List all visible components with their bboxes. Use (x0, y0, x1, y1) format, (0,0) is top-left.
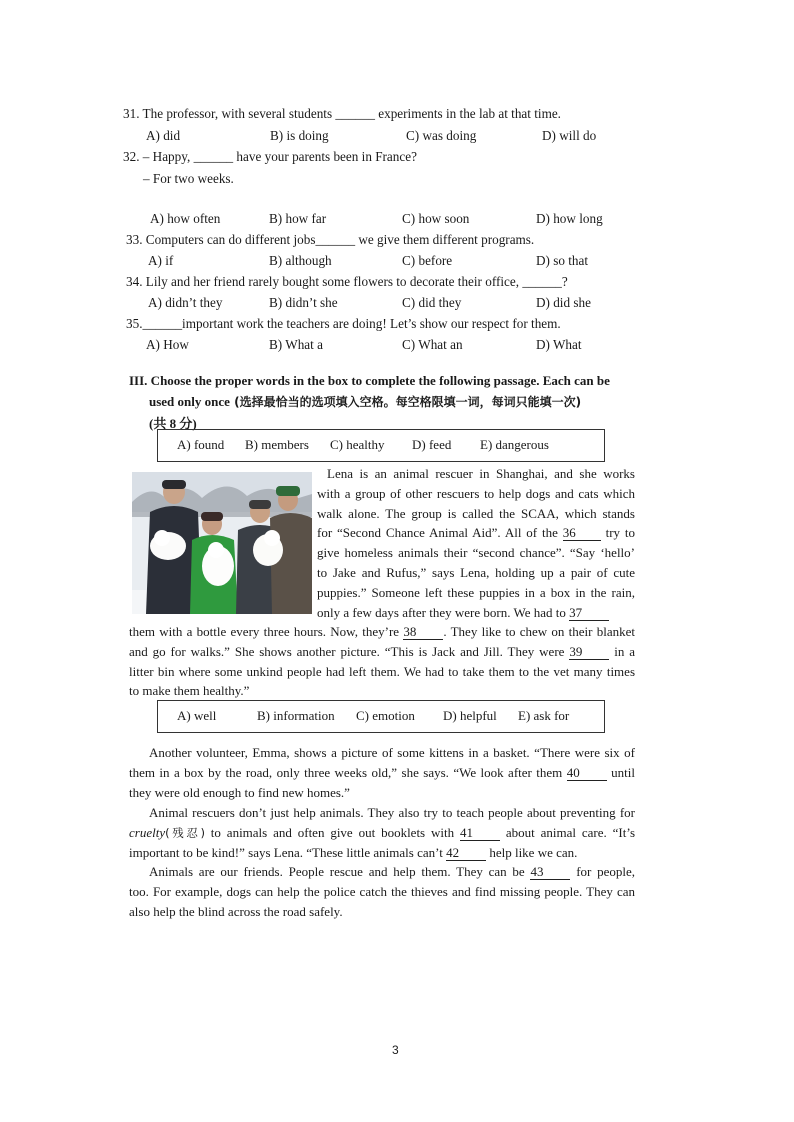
word-box-2-option-c: C) emotion (356, 708, 415, 723)
text-line: Lena is an animal rescuer in Shanghai, and she works (327, 466, 635, 481)
text-line: give homeless animals their “second chance”. “Say ‘hello’ (317, 545, 635, 561)
option-c: C) before (402, 253, 453, 268)
blank-36[interactable]: 36 (563, 526, 601, 541)
blank-37[interactable]: 37 (569, 606, 609, 621)
option-d: D) so that (536, 253, 589, 268)
text-line (129, 823, 635, 843)
option-a: A) how often (150, 211, 221, 226)
text-line (129, 622, 635, 642)
text-line (129, 642, 635, 662)
option-c: C) was doing (406, 128, 477, 143)
option-b: B) how far (269, 211, 327, 226)
text-line (317, 523, 635, 543)
text-line: also help the blind across the road safely. (129, 903, 343, 919)
blank-43[interactable]: 43 (530, 865, 570, 880)
passage-paragraph-4 (129, 862, 635, 921)
page-number: 3 (392, 1043, 399, 1057)
word-box-1-option-c: C) healthy (330, 437, 385, 452)
section-3-score: (共 8 分) (149, 416, 197, 431)
text-segment: for “Second Chance Animal Aid”. All of the (317, 525, 558, 541)
question-32-stem: 32. – Happy, ______ have your parents been in France? (123, 149, 417, 164)
passage-paragraph-2 (129, 743, 635, 802)
text-line: they were old enough to find new homes.” (129, 784, 350, 800)
blank-40[interactable]: 40 (567, 766, 607, 781)
rescuers-photo (132, 472, 312, 614)
blank-38[interactable]: 38 (403, 625, 443, 640)
word-box-1-option-d: D) feed (412, 437, 452, 452)
rescuers-photo-image (132, 472, 312, 614)
text-segment: . They like to chew on their blanket (443, 624, 635, 639)
text-line: Animal rescuers don’t just help animals. They also try to teach people about preventing for (149, 805, 635, 820)
word-box-2-option-b: B) information (257, 708, 335, 723)
text-segment: until (611, 764, 636, 780)
text-line: to make them healthy.” (129, 683, 250, 699)
option-a: A) didn’t they (148, 295, 223, 310)
text-segment: only a few days after they were born. We had to (317, 604, 566, 620)
option-c: C) did they (402, 295, 462, 310)
text-line (129, 862, 635, 882)
option-a: A) if (148, 253, 174, 268)
option-d: D) did she (536, 295, 591, 310)
word-box-1-option-a: A) found (177, 437, 225, 452)
question-32-options (150, 211, 620, 229)
passage-paragraph-1-continued (129, 622, 635, 701)
passage-paragraph-1-wrapped (317, 464, 635, 622)
text-segment: help like we can. (489, 844, 578, 860)
section-3-heading (129, 370, 639, 434)
option-b: B) although (269, 253, 332, 268)
text-segment: important to be kind!” says Lena. “These little animals can’t (129, 844, 443, 860)
text-segment: about animal care. “It’s (505, 824, 636, 840)
question-35-options (146, 337, 616, 355)
question-31-options (146, 128, 616, 146)
option-b: B) What a (269, 337, 323, 352)
text-segment: for people, (576, 864, 636, 879)
option-b: B) didn’t she (269, 295, 338, 310)
section-3-title-line2 (129, 391, 639, 413)
text-segment: Animals are our friends. People rescue and help them. They can be (149, 864, 525, 879)
text-segment: and go for walks.” She shows another picture. “This is Jack and Jill. They were (129, 643, 565, 659)
chinese-gloss: (残忍) (165, 825, 205, 840)
blank-39[interactable]: 39 (569, 645, 609, 660)
text-line (129, 843, 635, 863)
text-line: with a group of other rescuers to help dogs and cats which (317, 485, 635, 501)
option-d: D) how long (536, 211, 603, 226)
option-b: B) is doing (270, 128, 329, 143)
question-33-options (148, 253, 618, 271)
text-segment: them in a box by the road, only three weeks old,” she says. “We look after them (129, 764, 563, 780)
word-box-1 (157, 429, 605, 462)
italic-word: cruelty (129, 824, 166, 840)
blank-42[interactable]: 42 (446, 846, 486, 861)
word-box-1-option-e: E) dangerous (480, 437, 549, 452)
question-34-options (148, 295, 618, 313)
text-segment: to animals and often give out booklets with (204, 824, 455, 840)
section-3-title-line1: III. Choose the proper words in the box to complete the following passage. Each can be (129, 373, 610, 388)
option-a: A) How (146, 337, 189, 352)
word-box-2 (157, 700, 605, 733)
text-line: puppies.” Someone left these puppies in a box in the rain, (317, 584, 635, 600)
text-line: too. For example, dogs can help the police catch the thieves and find missing people. They can (129, 883, 635, 899)
option-a: A) did (146, 128, 181, 143)
section-3-title-cn: (选择最恰当的选项填入空格。每空格限填一词，每词只能填一次) (229, 395, 582, 409)
word-box-2-option-a: A) well (177, 708, 217, 723)
word-box-2-option-e: E) ask for (518, 708, 570, 723)
text-line: walk alone. The group is called the SCAA, which stands (317, 505, 635, 521)
option-c: C) What an (402, 337, 463, 352)
passage-paragraph-3 (129, 803, 635, 862)
option-d: D) What (536, 337, 582, 352)
text-line (129, 763, 635, 783)
text-segment: in a (614, 643, 636, 659)
option-d: D) will do (542, 128, 597, 143)
text-segment: try to (605, 525, 635, 541)
text-segment: them with a bottle every three hours. Now, they’re (129, 624, 400, 639)
text-line: litter bin where some unkind people had left them. We had to take them to the vet many times (129, 663, 635, 679)
question-31-stem: 31. The professor, with several students ______ experiments in the lab at that time. (123, 106, 561, 121)
text-line: Another volunteer, Emma, shows a picture of some kittens in a basket. “There were six of (149, 745, 635, 760)
option-c: C) how soon (402, 211, 470, 226)
section-3-title-en: used only once (149, 394, 230, 409)
question-35-stem: 35.______important work the teachers are doing! Let’s show our respect for them. (126, 316, 561, 331)
text-line (317, 603, 635, 623)
blank-41[interactable]: 41 (460, 826, 500, 841)
question-32-answer-line: – For two weeks. (143, 171, 234, 186)
question-34-stem: 34. Lily and her friend rarely bought some flowers to decorate their office, ______? (126, 274, 568, 289)
word-box-1-option-b: B) members (245, 437, 309, 452)
word-box-2-option-d: D) helpful (443, 708, 497, 723)
question-33-stem: 33. Computers can do different jobs______ we give them different programs. (126, 232, 535, 247)
text-line: to Jake and Rufus,” says Lena, holding up a pair of cute (317, 564, 635, 580)
